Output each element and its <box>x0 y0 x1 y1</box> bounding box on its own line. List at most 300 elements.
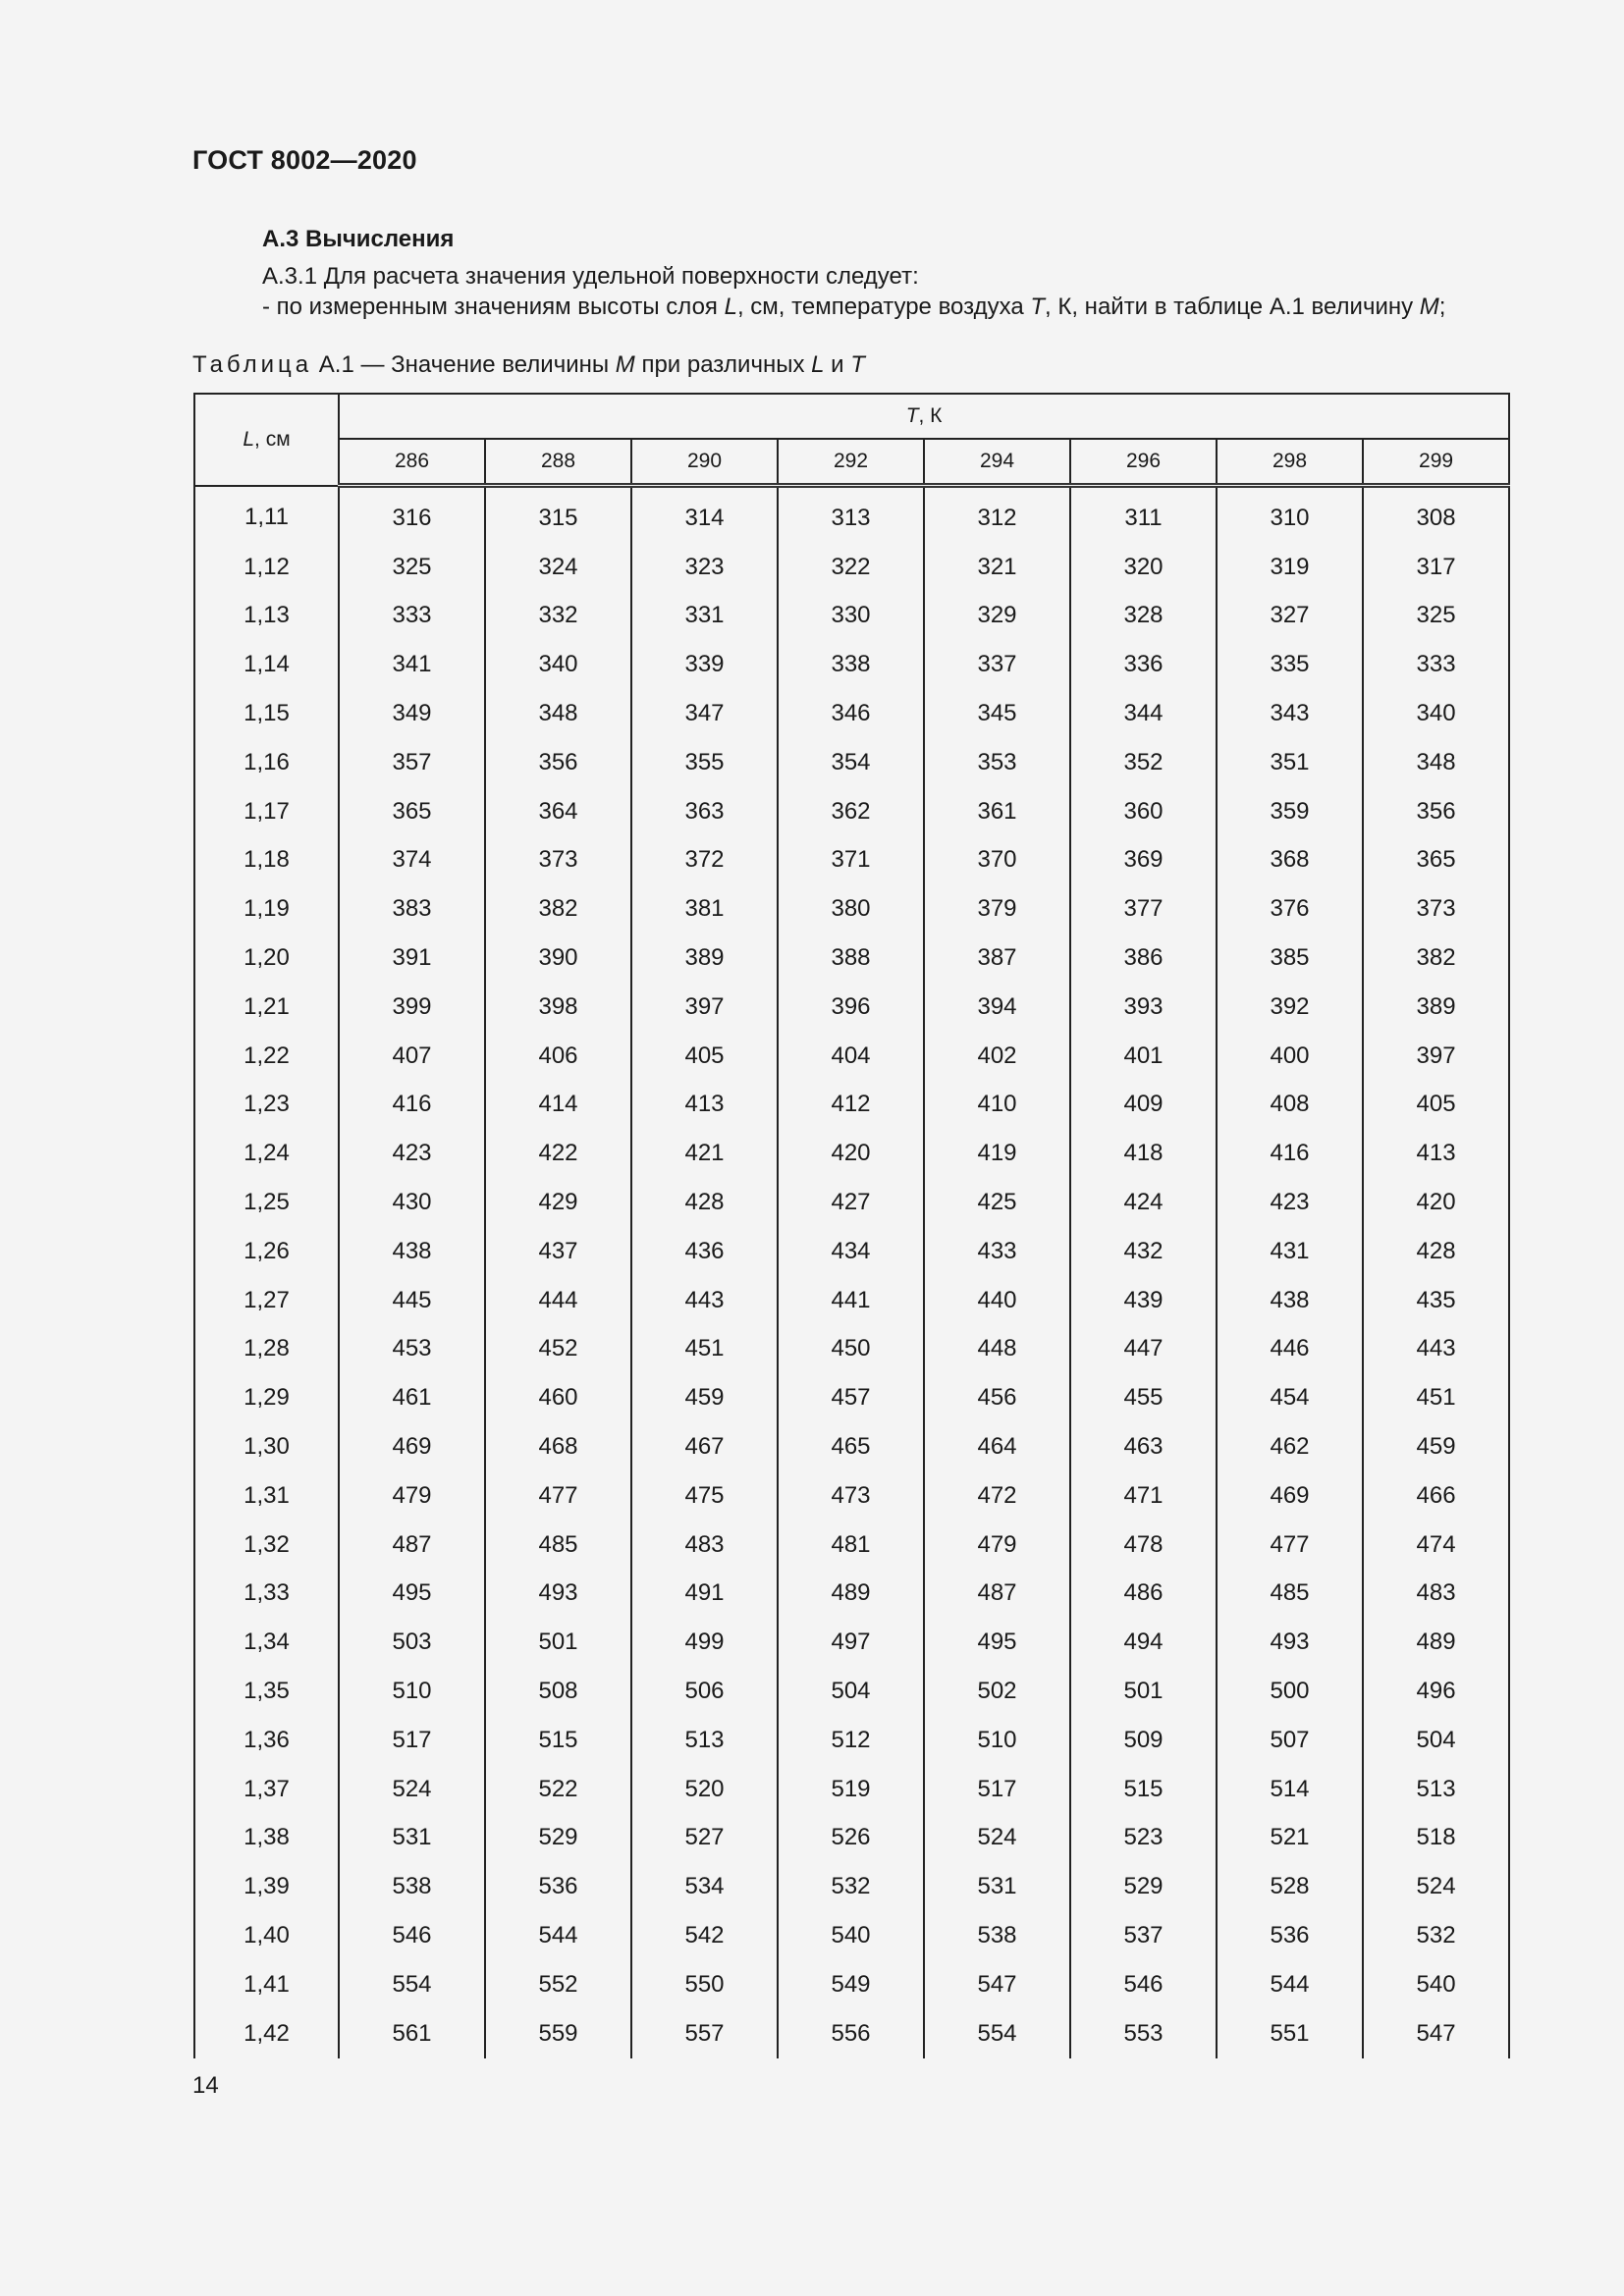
m-value-cell: 538 <box>924 1911 1070 1960</box>
table-row <box>194 1129 1509 1178</box>
m-value-cell: 456 <box>924 1373 1070 1422</box>
m-value-cell: 524 <box>924 1814 1070 1863</box>
m-value-cell: 340 <box>1363 689 1509 738</box>
m-value-cell: 534 <box>631 1862 778 1911</box>
var-m: M <box>1419 294 1439 320</box>
m-value-cell: 311 <box>1070 486 1217 543</box>
m-value-cell: 401 <box>1070 1032 1217 1081</box>
m-value-cell: 391 <box>339 934 485 983</box>
m-value-cell: 542 <box>631 1911 778 1960</box>
l-value-cell: 1,36 <box>194 1716 339 1765</box>
m-value-cell: 486 <box>1070 1570 1217 1619</box>
table-row <box>194 1570 1509 1619</box>
m-value-cell: 504 <box>1363 1716 1509 1765</box>
m-value-cell: 446 <box>1217 1325 1363 1374</box>
paragraph-instruction <box>262 294 1445 321</box>
m-value-cell: 550 <box>631 1960 778 2009</box>
m-value-cell: 330 <box>778 592 924 641</box>
m-value-cell: 483 <box>631 1521 778 1570</box>
m-value-cell: 346 <box>778 689 924 738</box>
m-value-cell: 512 <box>778 1716 924 1765</box>
l-value-cell: 1,18 <box>194 836 339 885</box>
m-value-cell: 515 <box>1070 1765 1217 1814</box>
m-value-cell: 419 <box>924 1129 1070 1178</box>
var-l: L <box>724 294 737 320</box>
m-value-cell: 441 <box>778 1276 924 1325</box>
m-value-cell: 382 <box>1363 934 1509 983</box>
m-value-cell: 483 <box>1363 1570 1509 1619</box>
m-value-cell: 428 <box>1363 1227 1509 1276</box>
l-value-cell: 1,32 <box>194 1521 339 1570</box>
m-value-cell: 547 <box>1363 2009 1509 2058</box>
var-l: L <box>811 351 825 378</box>
m-value-cell: 357 <box>339 738 485 787</box>
m-value-cell: 489 <box>1363 1618 1509 1667</box>
m-value-cell: 410 <box>924 1081 1070 1130</box>
caption-number: А.1 <box>318 351 354 378</box>
m-value-cell: 399 <box>339 983 485 1032</box>
table-row <box>194 1618 1509 1667</box>
m-value-cell: 377 <box>1070 884 1217 934</box>
m-value-cell: 327 <box>1217 592 1363 641</box>
m-value-cell: 312 <box>924 486 1070 543</box>
m-value-cell: 320 <box>1070 543 1217 592</box>
m-value-cell: 531 <box>924 1862 1070 1911</box>
table-row <box>194 1373 1509 1422</box>
m-value-cell: 393 <box>1070 983 1217 1032</box>
m-value-cell: 463 <box>1070 1422 1217 1471</box>
m-value-cell: 325 <box>339 543 485 592</box>
table-row <box>194 1276 1509 1325</box>
m-value-cell: 409 <box>1070 1081 1217 1130</box>
m-value-cell: 501 <box>485 1618 631 1667</box>
m-value-cell: 423 <box>1217 1178 1363 1227</box>
m-value-cell: 356 <box>1363 787 1509 836</box>
l-value-cell: 1,39 <box>194 1862 339 1911</box>
l-value-cell: 1,33 <box>194 1570 339 1619</box>
m-value-cell: 466 <box>1363 1471 1509 1521</box>
m-value-cell: 361 <box>924 787 1070 836</box>
table-row <box>194 592 1509 641</box>
m-value-cell: 502 <box>924 1667 1070 1716</box>
m-value-cell: 497 <box>778 1618 924 1667</box>
m-value-cell: 513 <box>631 1716 778 1765</box>
column-header-t <box>339 394 1509 439</box>
m-value-cell: 556 <box>778 2009 924 2058</box>
m-value-cell: 353 <box>924 738 1070 787</box>
table-row <box>194 983 1509 1032</box>
m-value-cell: 340 <box>485 640 631 689</box>
l-value-cell: 1,31 <box>194 1471 339 1521</box>
m-value-cell: 494 <box>1070 1618 1217 1667</box>
m-value-cell: 513 <box>1363 1765 1509 1814</box>
m-value-cell: 376 <box>1217 884 1363 934</box>
m-value-cell: 439 <box>1070 1276 1217 1325</box>
document-standard-header: ГОСТ 8002—2020 <box>192 145 417 175</box>
m-value-cell: 402 <box>924 1032 1070 1081</box>
m-value-cell: 339 <box>631 640 778 689</box>
l-value-cell: 1,16 <box>194 738 339 787</box>
m-value-cell: 536 <box>1217 1911 1363 1960</box>
table-row <box>194 1227 1509 1276</box>
table-row <box>194 1716 1509 1765</box>
table-row <box>194 1911 1509 1960</box>
column-header-l <box>194 394 339 486</box>
m-value-cell: 524 <box>1363 1862 1509 1911</box>
m-value-cell: 554 <box>339 1960 485 2009</box>
m-value-cell: 368 <box>1217 836 1363 885</box>
m-value-cell: 434 <box>778 1227 924 1276</box>
m-value-cell: 451 <box>1363 1373 1509 1422</box>
m-value-cell: 322 <box>778 543 924 592</box>
l-value-cell: 1,27 <box>194 1276 339 1325</box>
m-value-cell: 499 <box>631 1618 778 1667</box>
m-value-cell: 537 <box>1070 1911 1217 1960</box>
temperature-header-row <box>194 439 1509 486</box>
var-t: T <box>1030 294 1046 320</box>
m-value-cell: 315 <box>485 486 631 543</box>
temperature-header-cell: 298 <box>1217 439 1363 486</box>
instruction-text: , К, найти в таблице А.1 величину <box>1045 294 1420 320</box>
m-value-cell: 507 <box>1217 1716 1363 1765</box>
m-value-cell: 388 <box>778 934 924 983</box>
l-value-cell: 1,37 <box>194 1765 339 1814</box>
table-row <box>194 1178 1509 1227</box>
m-value-cell: 509 <box>1070 1716 1217 1765</box>
m-value-cell: 491 <box>631 1570 778 1619</box>
l-value-cell: 1,28 <box>194 1325 339 1374</box>
m-value-cell: 526 <box>778 1814 924 1863</box>
m-value-cell: 474 <box>1363 1521 1509 1570</box>
var-m: M <box>615 351 635 378</box>
m-value-cell: 373 <box>1363 884 1509 934</box>
m-value-cell: 459 <box>631 1373 778 1422</box>
m-value-cell: 373 <box>485 836 631 885</box>
m-value-cell: 341 <box>339 640 485 689</box>
m-value-cell: 438 <box>1217 1276 1363 1325</box>
m-value-cell: 528 <box>1217 1862 1363 1911</box>
m-value-cell: 540 <box>1363 1960 1509 2009</box>
temperature-header-cell: 296 <box>1070 439 1217 486</box>
l-value-cell: 1,23 <box>194 1081 339 1130</box>
m-value-cell: 518 <box>1363 1814 1509 1863</box>
m-value-cell: 338 <box>778 640 924 689</box>
m-value-cell: 351 <box>1217 738 1363 787</box>
m-value-cell: 472 <box>924 1471 1070 1521</box>
m-value-cell: 420 <box>778 1129 924 1178</box>
m-value-cell: 496 <box>1363 1667 1509 1716</box>
m-value-cell: 481 <box>778 1521 924 1570</box>
m-value-cell: 400 <box>1217 1032 1363 1081</box>
m-value-cell: 336 <box>1070 640 1217 689</box>
m-value-cell: 489 <box>778 1570 924 1619</box>
m-value-cell: 532 <box>1363 1911 1509 1960</box>
m-value-cell: 487 <box>924 1570 1070 1619</box>
m-value-cell: 467 <box>631 1422 778 1471</box>
m-value-cell: 435 <box>1363 1276 1509 1325</box>
m-value-cell: 517 <box>924 1765 1070 1814</box>
l-value-cell: 1,40 <box>194 1911 339 1960</box>
m-value-cell: 389 <box>1363 983 1509 1032</box>
m-value-cell: 510 <box>339 1667 485 1716</box>
var-l: L <box>243 427 255 451</box>
m-value-cell: 479 <box>339 1471 485 1521</box>
m-value-cell: 389 <box>631 934 778 983</box>
m-value-cell: 347 <box>631 689 778 738</box>
m-value-cell: 485 <box>1217 1570 1363 1619</box>
m-value-cell: 379 <box>924 884 1070 934</box>
m-value-cell: 413 <box>631 1081 778 1130</box>
caption-text: и <box>824 351 851 378</box>
table-row <box>194 1081 1509 1130</box>
m-value-cell: 396 <box>778 983 924 1032</box>
m-value-cell: 374 <box>339 836 485 885</box>
m-value-cell: 321 <box>924 543 1070 592</box>
m-value-cell: 345 <box>924 689 1070 738</box>
m-value-cell: 477 <box>485 1471 631 1521</box>
m-value-cell: 547 <box>924 1960 1070 2009</box>
m-value-cell: 524 <box>339 1765 485 1814</box>
l-value-cell: 1,30 <box>194 1422 339 1471</box>
m-value-cell: 365 <box>339 787 485 836</box>
m-value-cell: 397 <box>631 983 778 1032</box>
section-title: А.3 Вычисления <box>262 226 455 252</box>
m-value-cell: 522 <box>485 1765 631 1814</box>
temperature-header-cell: 292 <box>778 439 924 486</box>
m-value-cell: 554 <box>924 2009 1070 2058</box>
m-value-cell: 436 <box>631 1227 778 1276</box>
table-caption <box>192 351 865 379</box>
m-value-cell: 356 <box>485 738 631 787</box>
m-value-cell: 523 <box>1070 1814 1217 1863</box>
m-value-cell: 344 <box>1070 689 1217 738</box>
m-value-cell: 432 <box>1070 1227 1217 1276</box>
m-value-cell: 423 <box>339 1129 485 1178</box>
m-value-cell: 504 <box>778 1667 924 1716</box>
m-value-cell: 551 <box>1217 2009 1363 2058</box>
table-row <box>194 1471 1509 1521</box>
var-t: T <box>905 404 919 427</box>
m-value-cell: 348 <box>1363 738 1509 787</box>
m-value-cell: 386 <box>1070 934 1217 983</box>
m-value-cell: 485 <box>485 1521 631 1570</box>
m-value-cell: 381 <box>631 884 778 934</box>
l-value-cell: 1,42 <box>194 2009 339 2058</box>
m-value-cell: 517 <box>339 1716 485 1765</box>
m-value-cell: 405 <box>631 1032 778 1081</box>
m-value-cell: 355 <box>631 738 778 787</box>
table-row <box>194 1667 1509 1716</box>
m-value-cell: 319 <box>1217 543 1363 592</box>
m-value-cell: 544 <box>1217 1960 1363 2009</box>
m-value-cell: 469 <box>339 1422 485 1471</box>
m-value-cell: 440 <box>924 1276 1070 1325</box>
l-value-cell: 1,41 <box>194 1960 339 2009</box>
instruction-text: , см, температуре воздуха <box>736 294 1031 320</box>
caption-text: при различных <box>634 351 812 378</box>
m-value-cell: 515 <box>485 1716 631 1765</box>
table-row <box>194 1814 1509 1863</box>
page-number: 14 <box>192 2072 219 2099</box>
m-value-cell: 383 <box>339 884 485 934</box>
m-value-cell: 404 <box>778 1032 924 1081</box>
m-value-cell: 406 <box>485 1032 631 1081</box>
m-value-cell: 453 <box>339 1325 485 1374</box>
caption-text: — Значение величины <box>353 351 616 378</box>
m-value-cell: 561 <box>339 2009 485 2058</box>
m-value-cell: 316 <box>339 486 485 543</box>
m-value-cell: 385 <box>1217 934 1363 983</box>
table-row <box>194 1032 1509 1081</box>
m-value-cell: 532 <box>778 1862 924 1911</box>
m-value-cell: 540 <box>778 1911 924 1960</box>
m-value-cell: 408 <box>1217 1081 1363 1130</box>
m-value-cell: 455 <box>1070 1373 1217 1422</box>
l-value-cell: 1,20 <box>194 934 339 983</box>
l-value-cell: 1,35 <box>194 1667 339 1716</box>
m-value-cell: 343 <box>1217 689 1363 738</box>
m-value-cell: 546 <box>1070 1960 1217 2009</box>
m-value-cell: 536 <box>485 1862 631 1911</box>
m-value-cell: 445 <box>339 1276 485 1325</box>
temperature-header-cell: 294 <box>924 439 1070 486</box>
l-value-cell: 1,17 <box>194 787 339 836</box>
m-value-cell: 544 <box>485 1911 631 1960</box>
m-value-cell: 317 <box>1363 543 1509 592</box>
table-row <box>194 787 1509 836</box>
m-value-cell: 352 <box>1070 738 1217 787</box>
m-value-cell: 450 <box>778 1325 924 1374</box>
m-value-cell: 519 <box>778 1765 924 1814</box>
m-value-cell: 314 <box>631 486 778 543</box>
m-value-cell: 468 <box>485 1422 631 1471</box>
m-value-cell: 460 <box>485 1373 631 1422</box>
m-value-cell: 413 <box>1363 1129 1509 1178</box>
l-value-cell: 1,14 <box>194 640 339 689</box>
l-value-cell: 1,19 <box>194 884 339 934</box>
m-value-cell: 337 <box>924 640 1070 689</box>
m-value-cell: 457 <box>778 1373 924 1422</box>
m-value-cell: 448 <box>924 1325 1070 1374</box>
m-value-cell: 443 <box>631 1276 778 1325</box>
m-value-cell: 394 <box>924 983 1070 1032</box>
m-value-cell: 398 <box>485 983 631 1032</box>
m-value-cell: 444 <box>485 1276 631 1325</box>
l-value-cell: 1,29 <box>194 1373 339 1422</box>
l-value-cell: 1,24 <box>194 1129 339 1178</box>
m-value-cell: 501 <box>1070 1667 1217 1716</box>
m-value-cell: 421 <box>631 1129 778 1178</box>
m-value-cell: 329 <box>924 592 1070 641</box>
m-value-cell: 348 <box>485 689 631 738</box>
m-value-cell: 500 <box>1217 1667 1363 1716</box>
m-value-cell: 495 <box>924 1618 1070 1667</box>
m-value-cell: 354 <box>778 738 924 787</box>
m-value-cell: 529 <box>485 1814 631 1863</box>
m-value-cell: 335 <box>1217 640 1363 689</box>
m-value-cell: 370 <box>924 836 1070 885</box>
paragraph-a31: А.3.1 Для расчета значения удельной поверхности следует: <box>262 263 919 290</box>
m-value-cell: 469 <box>1217 1471 1363 1521</box>
m-value-cell: 387 <box>924 934 1070 983</box>
m-value-cell: 459 <box>1363 1422 1509 1471</box>
m-value-cell: 433 <box>924 1227 1070 1276</box>
l-value-cell: 1,25 <box>194 1178 339 1227</box>
l-value-cell: 1,11 <box>194 486 339 543</box>
m-value-cell: 416 <box>1217 1129 1363 1178</box>
table-row <box>194 1422 1509 1471</box>
value-table <box>193 393 1510 2058</box>
table-row <box>194 1862 1509 1911</box>
table-row <box>194 2009 1509 2058</box>
m-value-cell: 520 <box>631 1765 778 1814</box>
m-value-cell: 465 <box>778 1422 924 1471</box>
table-row <box>194 689 1509 738</box>
m-value-cell: 473 <box>778 1471 924 1521</box>
m-value-cell: 414 <box>485 1081 631 1130</box>
m-value-cell: 308 <box>1363 486 1509 543</box>
unit-label: , см <box>254 427 291 451</box>
m-value-cell: 372 <box>631 836 778 885</box>
table-row <box>194 884 1509 934</box>
m-value-cell: 447 <box>1070 1325 1217 1374</box>
m-value-cell: 508 <box>485 1667 631 1716</box>
caption-label: Таблица <box>192 351 313 378</box>
m-value-cell: 422 <box>485 1129 631 1178</box>
m-value-cell: 521 <box>1217 1814 1363 1863</box>
m-value-cell: 438 <box>339 1227 485 1276</box>
m-value-cell: 531 <box>339 1814 485 1863</box>
m-value-cell: 487 <box>339 1521 485 1570</box>
instruction-text: ; <box>1438 294 1446 320</box>
m-value-cell: 559 <box>485 2009 631 2058</box>
unit-label: , К <box>918 404 943 427</box>
m-value-cell: 418 <box>1070 1129 1217 1178</box>
m-value-cell: 424 <box>1070 1178 1217 1227</box>
m-value-cell: 333 <box>339 592 485 641</box>
m-value-cell: 452 <box>485 1325 631 1374</box>
l-value-cell: 1,22 <box>194 1032 339 1081</box>
m-value-cell: 506 <box>631 1667 778 1716</box>
m-value-cell: 380 <box>778 884 924 934</box>
table-row <box>194 934 1509 983</box>
var-t: T <box>850 351 865 378</box>
l-value-cell: 1,34 <box>194 1618 339 1667</box>
m-value-cell: 461 <box>339 1373 485 1422</box>
m-value-cell: 464 <box>924 1422 1070 1471</box>
m-value-cell: 471 <box>1070 1471 1217 1521</box>
m-value-cell: 359 <box>1217 787 1363 836</box>
m-value-cell: 362 <box>778 787 924 836</box>
m-value-cell: 328 <box>1070 592 1217 641</box>
l-value-cell: 1,38 <box>194 1814 339 1863</box>
m-value-cell: 478 <box>1070 1521 1217 1570</box>
l-value-cell: 1,13 <box>194 592 339 641</box>
m-value-cell: 477 <box>1217 1521 1363 1570</box>
m-value-cell: 332 <box>485 592 631 641</box>
m-value-cell: 360 <box>1070 787 1217 836</box>
m-value-cell: 365 <box>1363 836 1509 885</box>
table-row <box>194 1521 1509 1570</box>
m-value-cell: 451 <box>631 1325 778 1374</box>
table-row <box>194 543 1509 592</box>
m-value-cell: 529 <box>1070 1862 1217 1911</box>
m-value-cell: 493 <box>1217 1618 1363 1667</box>
m-value-cell: 349 <box>339 689 485 738</box>
m-value-cell: 392 <box>1217 983 1363 1032</box>
table-body <box>194 486 1509 2058</box>
m-value-cell: 475 <box>631 1471 778 1521</box>
